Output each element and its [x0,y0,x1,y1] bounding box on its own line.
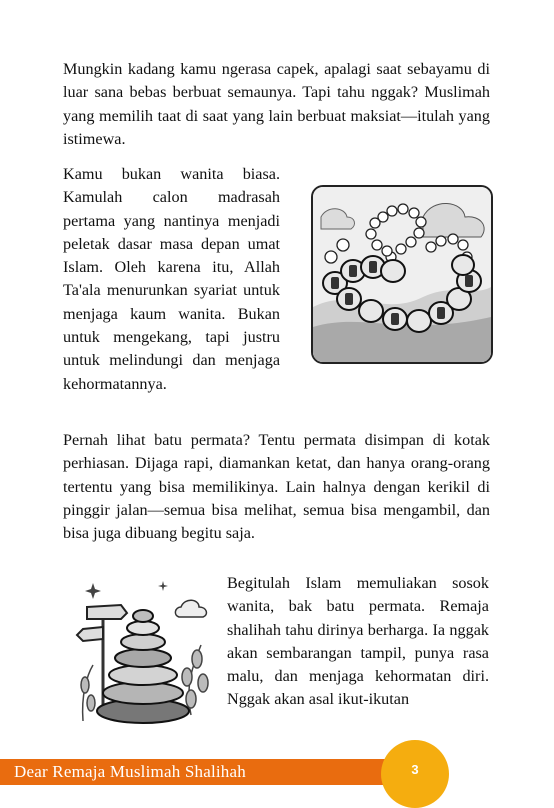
prayer-beads-illustration [311,185,493,364]
paragraph-bukan-wanita-biasa: Kamu bukan wanita biasa. Kamulah calon madrasah pertama yang nantinya menjadi peletak dasar masa depan umat Islam. Oleh karena itu, Allah Ta'ala menurunkan syariat untuk menjaga kaum wanita. Bukan untuk mengekang, tapi justru untuk melindungi dan menjaga kehormatannya. [63,165,280,393]
page-number-badge [381,740,449,808]
book-title: Dear Remaja Muslimah Shalihah [14,762,246,781]
paragraph-intro: Mungkin kadang kamu ngerasa capek, apalagi saat sebayamu di luar sana bebas berbuat semaunya. Tapi tahu nggak? Muslimah yang memilih taat di saat yang lain berbuat maksiat—itulah yang istimewa. [63,60,490,148]
stacked-stones-illustration [73,575,213,725]
footer-bar [0,759,392,785]
paragraph-islam-memuliakan: Begitulah Islam memuliakan sosok wanita, bak batu permata. Remaja shalihah tahu dirinya berharga. Ia nggak akan sembarangan tampil, punya rasa malu, dan menjaga kehormatan diri. Nggak akan asal ikut-ikutan [227,574,489,709]
paragraph-batu-permata: Pernah lihat batu permata? Tentu permata disimpan di kotak perhiasan. Dijaga rapi, diamankan ketat, dan hanya orang-orang tertentu yang bisa memilikinya. Lain halnya dengan kerikil di pinggir jalan—semua bisa melihat, semua bisa mengambil, dan bisa juga dibuang begitu saja. [63,431,490,543]
page-number: 3 [411,762,419,777]
